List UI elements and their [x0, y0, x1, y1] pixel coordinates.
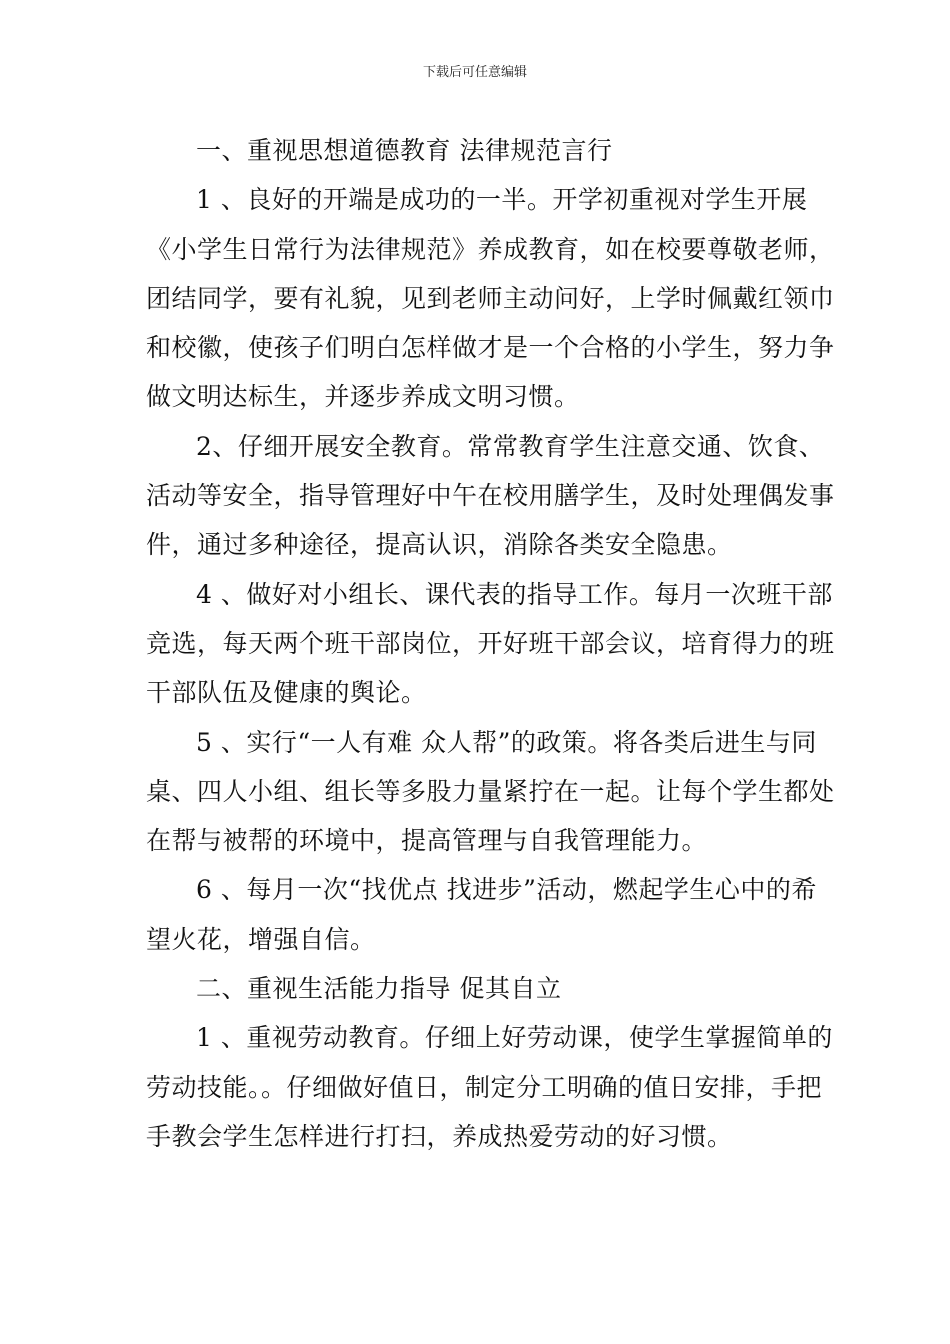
document-body [146, 126, 836, 1161]
paragraph-4: 4 、做好对小组长、课代表的指导工作。每月一次班干部竞选，每天两个班干部岗位，开好班干部会议，培育得力的班干部队伍及健康的舆论。 [146, 579, 835, 708]
section-heading-1: 一、重视思想道德教育 法律规范言行 [196, 136, 613, 165]
paragraph-1: 1 、良好的开端是成功的一半。开学初重视对学生开展《小学生日常行为法律规范》养成教育，如在校要尊敬老师，团结同学，要有礼貌，见到老师主动问好，上学时佩戴红领巾和校徽，使孩子们明白怎样做才是一个合格的小学生，努力争做文明达标生，并逐步养成文明习惯。 [146, 185, 835, 412]
page-header-note: 下载后可任意编辑 [422, 65, 527, 80]
paragraph-2: 2、仔细开展安全教育。常常教育学生注意交通、饮食、活动等安全，指导管理好中午在校用膳学生，及时处理偶发事件，通过多种途径，提高认识，消除各类安全隐患。 [146, 431, 835, 560]
paragraph-5: 5 、实行“一人有难 众人帮”的政策。将各类后进生与同桌、四人小组、组长等多股力量紧拧在一起。让每个学生都处在帮与被帮的环境中，提高管理与自我管理能力。 [146, 727, 835, 856]
section-heading-2: 二、重视生活能力指导 促其自立 [196, 974, 562, 1004]
paragraph-6: 6 、每月一次“找优点 找进步”活动，燃起学生心中的希望火花，增强自信。 [146, 875, 817, 954]
paragraph-labor: 1 、重视劳动教育。仔细上好劳动课，使学生掌握简单的劳动技能。。仔细做好值日，制定分工明确的值日安排，手把手教会学生怎样进行打扫，养成热爱劳动的好习惯。 [146, 1023, 833, 1151]
